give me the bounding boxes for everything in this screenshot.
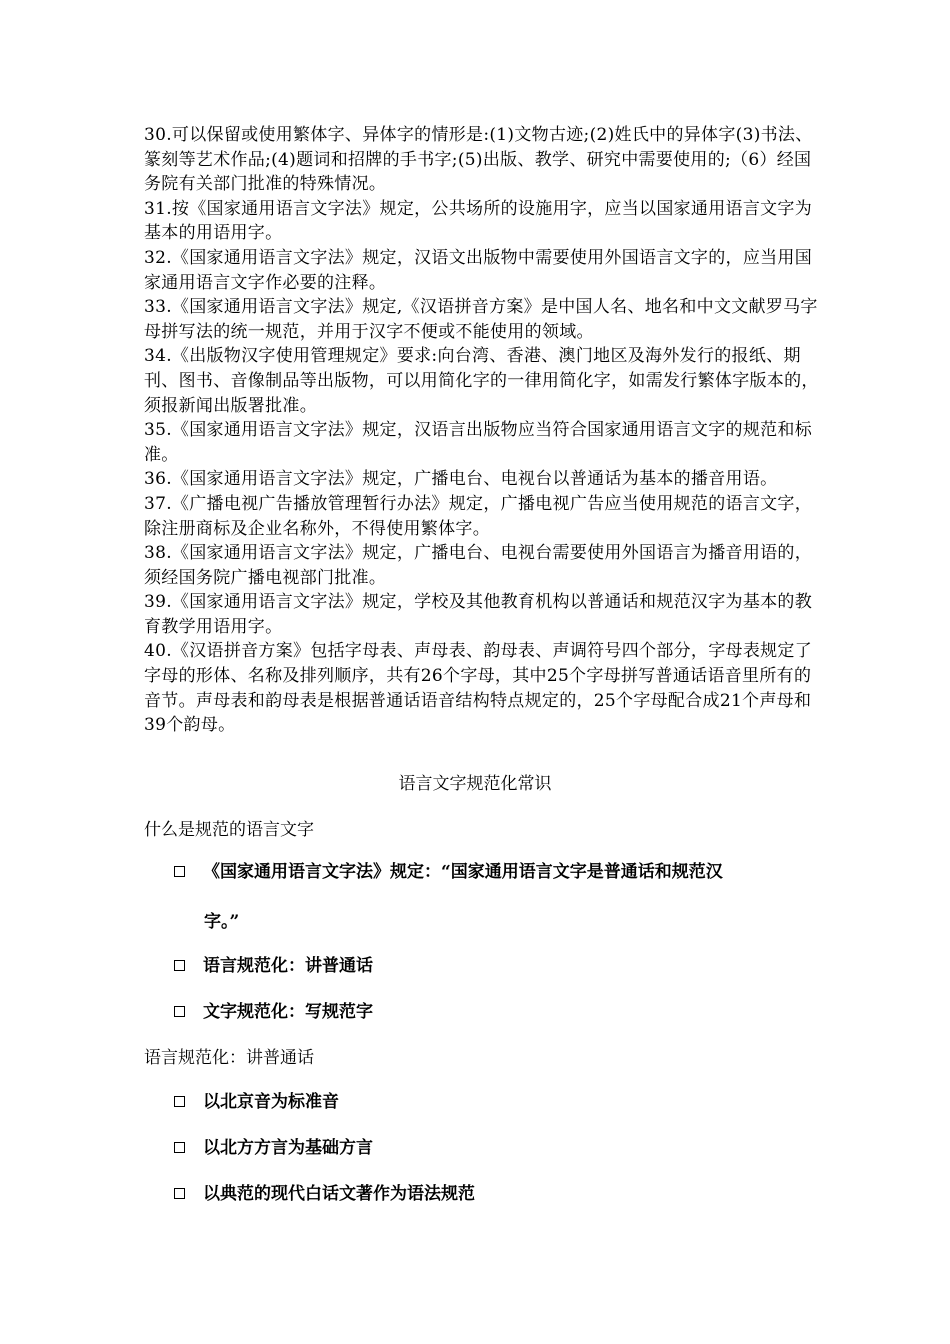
item-35: 35.《国家通用语言文字法》规定，汉语言出版物应当符合国家通用语言文字的规范和标准。 — [144, 420, 813, 465]
bullet-text: 以北京音为标准音 — [203, 1092, 339, 1112]
checkbox-square-icon — [174, 1006, 185, 1017]
subheading-standard-language: 什么是规范的语言文字 — [144, 820, 314, 840]
section-title: 语言文字规范化常识 — [398, 774, 552, 794]
item-38: 38.《国家通用语言文字法》规定，广播电台、电视台需要使用外国语言为播音用语的，须经国务院广播电视部门批准。 — [144, 543, 813, 588]
item-36: 36.《国家通用语言文字法》规定，广播电台、电视台以普通话为基本的播音用语。 — [144, 469, 778, 490]
item-39: 39.《国家通用语言文字法》规定，学校及其他教育机构以普通话和规范汉字为基本的教育教学用语用字。 — [144, 592, 813, 637]
item-30: 30.可以保留或使用繁体字、异体字的情形是:(1)文物古迹;(2)姓氏中的异体字(3)书法、篆刻等艺术作品;(4)题词和招牌的手书字;(5)出版、教学、研究中需要使用的;（6）经国务院有关部门批准的特殊情况。 — [144, 125, 813, 195]
item-32: 32.《国家通用语言文字法》规定，汉语文出版物中需要使用外国语言文字的，应当用国家通用语言文字作必要的注释。 — [144, 247, 813, 293]
bullet-text: 文字规范化：写规范字 — [203, 1002, 373, 1022]
checkbox-square-icon — [174, 1188, 185, 1199]
item-37: 37.《广播电视广告播放管理暂行办法》规定，广播电视广告应当使用规范的语言文字，除注册商标及企业名称外，不得使用繁体字。 — [144, 493, 813, 539]
bullet-item — [174, 860, 723, 884]
bullet-item — [174, 1000, 373, 1024]
item-40: 40.《汉语拼音方案》包括字母表、声母表、韵母表、声调符号四个部分，字母表规定了字母的形体、名称及排列顺序，共有26个字母，其中25个字母拼写普通话语音里所有的音节。声母表和韵母表是根据普通话语音结构特点规定的，25个字母配合成21个声母和39个韵母。 — [144, 641, 813, 736]
checkbox-square-icon — [174, 866, 185, 877]
bullet-text: 语言规范化：讲普通话 — [203, 956, 373, 976]
bullet-item — [174, 1136, 373, 1160]
numbered-items — [144, 123, 824, 738]
item-33: 33.《国家通用语言文字法》规定,《汉语拼音方案》是中国人名、地名和中文文献罗马字母拼写法的统一规范，并用于汉字不便或不能使用的领域。 — [144, 297, 818, 342]
item-31: 31.按《国家通用语言文字法》规定，公共场所的设施用字，应当以国家通用语言文字为基本的用语用字。 — [144, 198, 813, 244]
item-34: 34.《出版物汉字使用管理规定》要求:向台湾、香港、澳门地区及海外发行的报纸、期刊、图书、音像制品等出版物，可以用简化字的一律用简化字，如需发行繁体字版本的，须报新闻出版署批准。 — [144, 346, 819, 416]
bullet-text: 以北方方言为基础方言 — [203, 1138, 373, 1158]
checkbox-square-icon — [174, 1142, 185, 1153]
bullet-item — [174, 954, 373, 978]
bullet-item — [174, 1090, 339, 1114]
checkbox-square-icon — [174, 1096, 185, 1107]
checkbox-square-icon — [174, 960, 185, 971]
subheading-language-standardization: 语言规范化：讲普通话 — [144, 1048, 314, 1068]
bullet-text: 以典范的现代白话文著作为语法规范 — [203, 1184, 475, 1204]
bullet-text: 《国家通用语言文字法》规定：“国家通用语言文字是普通话和规范汉 — [203, 862, 723, 882]
bullet-text-continuation: 字。” — [204, 912, 240, 932]
bullet-item — [174, 1182, 475, 1206]
